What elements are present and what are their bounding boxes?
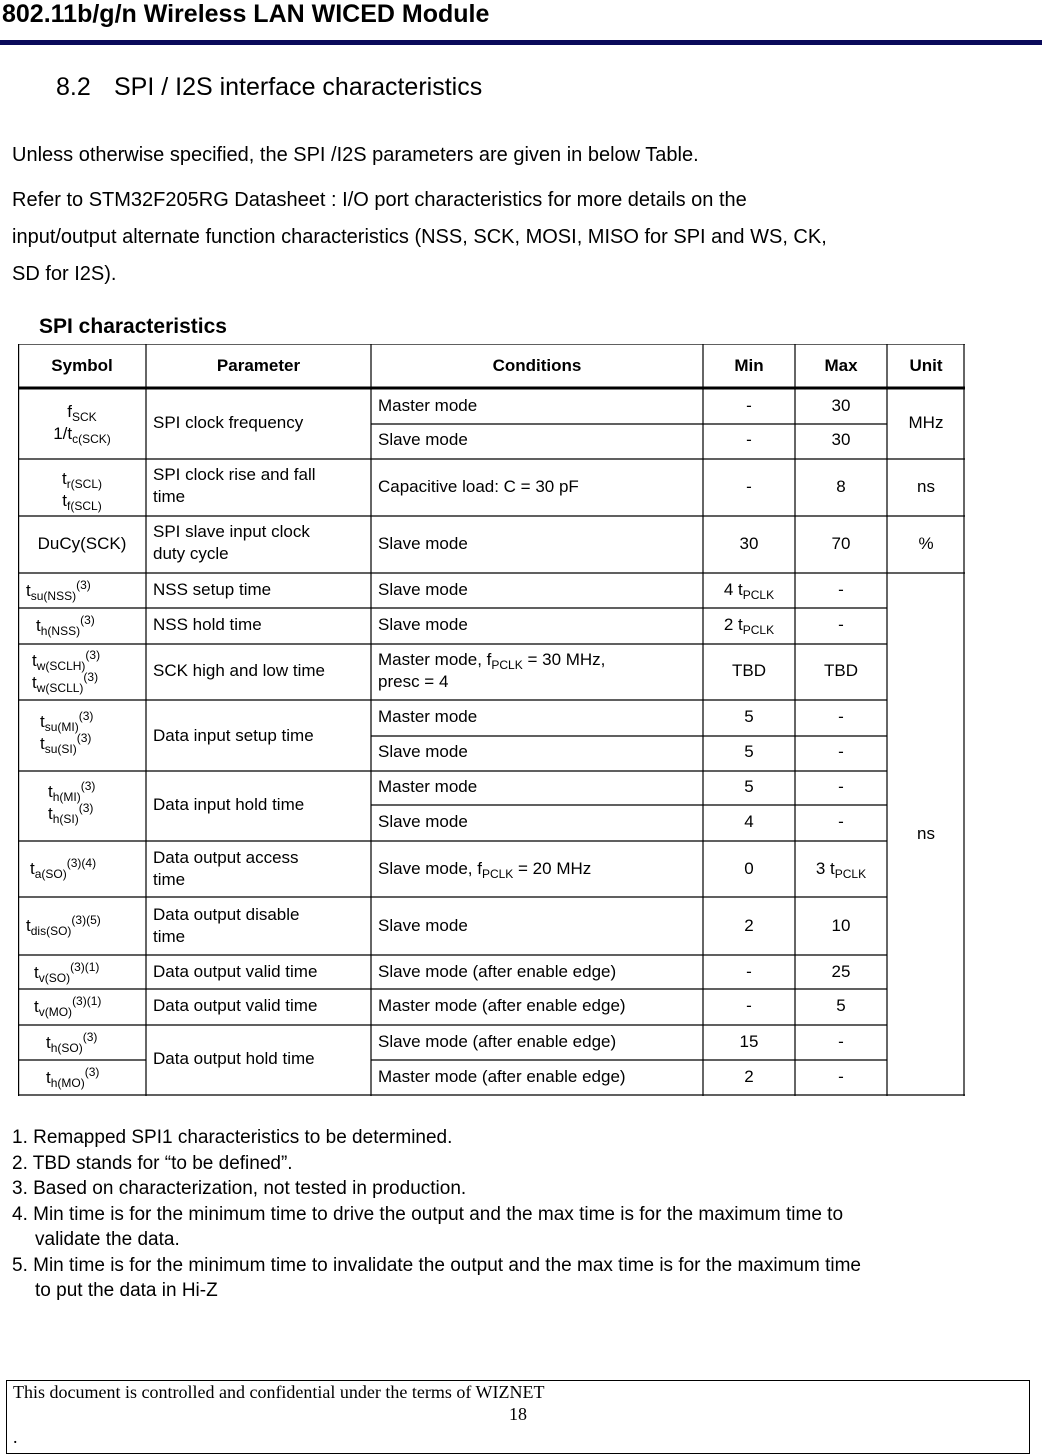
footer-dot: . — [13, 1427, 18, 1447]
max-cell-tpclk: 3 $t_{PCLK}$ — [815, 859, 867, 881]
cond-row: Slave mode — [378, 742, 468, 761]
note-2: 2. TBD stands for “to be defined”. — [12, 1152, 293, 1174]
cond-row: Slave mode — [378, 812, 468, 831]
note-5: 5. Min time is for the minimum time to invalidate the output and the max time is for the maximum time — [12, 1254, 861, 1276]
min-cell: - — [746, 477, 752, 496]
symbol-tr-tf: $t_{r(SCL)}$ $t_{f(SCL)}$ — [61, 469, 103, 513]
min-cell: 0 — [744, 859, 754, 878]
section-number: 8.2 — [56, 73, 91, 101]
param-disable-line1: Data output disable — [153, 905, 300, 924]
min-cell: 4 — [744, 812, 754, 831]
symbol-tsu-nss: $t_{su(NSS)}^{(3)}$ — [26, 578, 91, 603]
min-cell: 5 — [744, 742, 754, 761]
note-3: 3. Based on characterization, not tested in production. — [12, 1178, 467, 1199]
reference-paragraph-line: SD for I2S). — [12, 263, 117, 285]
cond-row: Master mode — [378, 777, 478, 796]
note-1: 1. Remapped SPI1 characteristics to be determined. — [12, 1127, 453, 1148]
max-cell: 70 — [831, 534, 851, 553]
cond-row: Capacitive load: C = 30 pF — [378, 477, 579, 496]
symbol-fsck: $f_{SCK}$ $1/t_{c(SCK)}$ — [53, 402, 111, 446]
symbol-ta-so: $t_{a(SO)}^{(3)(4)}$ — [30, 856, 97, 881]
unit-mhz: MHz — [908, 413, 944, 432]
min-cell: - — [746, 996, 752, 1015]
note-4-continued: validate the data. — [35, 1229, 180, 1250]
param-disable-line2: time — [153, 927, 186, 946]
param-access-line2: time — [153, 870, 186, 889]
symbol-th-nss: $t_{h(NSS)}^{(3)}$ — [36, 613, 95, 638]
unit-ns: ns — [917, 824, 935, 843]
cond-row: Slave mode — [378, 615, 468, 634]
max-cell: - — [838, 1032, 844, 1051]
section-heading — [56, 73, 482, 102]
header-conditions: Conditions — [492, 356, 582, 375]
unit-ns: ns — [917, 477, 935, 496]
note-5-continued: to put the data in Hi-Z — [35, 1280, 218, 1301]
spi-characteristics-table — [18, 344, 965, 1096]
symbol-tv-so: $t_{v(SO)}^{(3)(1)}$ — [34, 960, 100, 985]
section-title: SPI / I2S interface characteristics — [114, 73, 483, 101]
footer-confidential-text: This document is controlled and confidential under the terms of WIZNET — [13, 1382, 545, 1402]
symbol-th-mo: $t_{h(MO)}^{(3)}$ — [46, 1065, 100, 1090]
cond-row: Slave mode — [378, 430, 468, 449]
min-cell: - — [746, 396, 752, 415]
reference-paragraph-line: Refer to STM32F205RG Datasheet : I/O port characteristics for more details on the — [12, 189, 747, 211]
param-nss-setup: NSS setup time — [153, 580, 272, 599]
param-sck-high-low: SCK high and low time — [153, 661, 325, 680]
max-cell: 25 — [831, 962, 851, 981]
cond-row: Master mode — [378, 707, 478, 726]
max-cell: - — [838, 742, 844, 761]
header-symbol: Symbol — [51, 356, 113, 375]
min-cell: - — [746, 962, 752, 981]
symbol-tw: $t_{w(SCLH)}^{(3)}$ $t_{w(SCLL)}^{(3)}$ — [32, 648, 101, 695]
cond-row: Master mode — [378, 396, 478, 415]
param-nss-hold: NSS hold time — [153, 615, 262, 634]
min-cell: 15 — [739, 1032, 759, 1051]
min-cell: 2 — [744, 916, 754, 935]
max-cell: - — [838, 707, 844, 726]
max-cell: 30 — [831, 430, 851, 449]
param-spi-clock-frequency: SPI clock frequency — [153, 413, 304, 432]
max-cell: - — [838, 812, 844, 831]
document-header — [0, 0, 1042, 40]
min-cell: 2 — [744, 1067, 754, 1086]
param-duty-line1: SPI slave input clock — [153, 522, 310, 541]
max-cell: - — [838, 1067, 844, 1086]
header-unit: Unit — [909, 356, 943, 375]
max-cell: 8 — [836, 477, 846, 496]
note-4: 4. Min time is for the minimum time to drive the output and the max time is for the maximum time to — [12, 1203, 844, 1225]
unit-percent: % — [918, 534, 934, 553]
document-title: 802.11b/g/n Wireless LAN WICED Module — [2, 0, 490, 28]
cond-row-sck: Master mode, $f_{PCLK} = 30$ MHz, presc = 4 — [378, 650, 606, 691]
param-valid-mo: Data output valid time — [153, 996, 318, 1015]
symbol-th-mi-si: $t_{h(MI)}^{(3)}$ $t_{h(SI)}^{(3)}$ — [48, 779, 96, 826]
cond-row: Slave mode — [378, 534, 468, 553]
param-data-input-hold: Data input hold time — [153, 795, 305, 814]
min-cell: - — [746, 430, 752, 449]
cond-row: Slave mode — [378, 916, 468, 935]
min-cell-tpclk: 2 $t_{PCLK}$ — [723, 615, 775, 637]
cond-row: Master mode (after enable edge) — [378, 1067, 626, 1086]
document-footer — [6, 1380, 1030, 1454]
header-rule — [0, 40, 1042, 45]
cond-row: Slave mode (after enable edge) — [378, 962, 617, 981]
symbol-tv-mo: $t_{v(MO)}^{(3)(1)}$ — [34, 994, 102, 1019]
header-max: Max — [824, 356, 858, 375]
param-access-line1: Data output access — [153, 848, 299, 867]
param-duty-line2: duty cycle — [153, 544, 229, 563]
cond-row: Slave mode — [378, 580, 468, 599]
param-rise-fall-line2: time — [153, 487, 186, 506]
min-cell: TBD — [732, 661, 766, 680]
intro-paragraph: Unless otherwise specified, the SPI /I2S parameters are given in below Table. — [12, 144, 699, 166]
header-parameter: Parameter — [216, 356, 301, 375]
min-cell: 5 — [744, 777, 754, 796]
max-cell: - — [838, 580, 844, 599]
page-number: 18 — [509, 1404, 527, 1424]
cond-row: Master mode (after enable edge) — [378, 996, 626, 1015]
max-cell: - — [838, 615, 844, 634]
max-cell: 10 — [831, 916, 851, 935]
max-cell: 30 — [831, 396, 851, 415]
reference-paragraph-line: input/output alternate function characteristics (NSS, SCK, MOSI, MISO for SPI and WS, CK, — [12, 226, 827, 248]
max-cell: TBD — [824, 661, 858, 680]
param-output-hold: Data output hold time — [153, 1049, 315, 1068]
cond-row-access: Slave mode, $f_{PCLK} = 20$ MHz — [378, 859, 592, 881]
header-min: Min — [734, 356, 764, 375]
min-cell: 30 — [739, 534, 759, 553]
param-data-input-setup: Data input setup time — [153, 726, 314, 745]
table-notes — [12, 1125, 861, 1304]
symbol-tdis-so: $t_{dis(SO)}^{(3)(5)}$ — [26, 913, 101, 938]
symbol-th-so: $t_{h(SO)}^{(3)}$ — [46, 1030, 98, 1055]
table-caption: SPI characteristics — [39, 315, 227, 338]
symbol-tsu-mi-si: $t_{su(MI)}^{(3)}$ $t_{su(SI)}^{(3)}$ — [40, 709, 94, 756]
symbol-ducy: DuCy(SCK) — [37, 534, 127, 553]
min-cell: 5 — [744, 707, 754, 726]
max-cell: - — [838, 777, 844, 796]
max-cell: 5 — [836, 996, 846, 1015]
min-cell-tpclk: 4 $t_{PCLK}$ — [723, 580, 775, 602]
cond-row: Slave mode (after enable edge) — [378, 1032, 617, 1051]
param-valid-so: Data output valid time — [153, 962, 318, 981]
param-rise-fall-line1: SPI clock rise and fall — [153, 465, 316, 484]
